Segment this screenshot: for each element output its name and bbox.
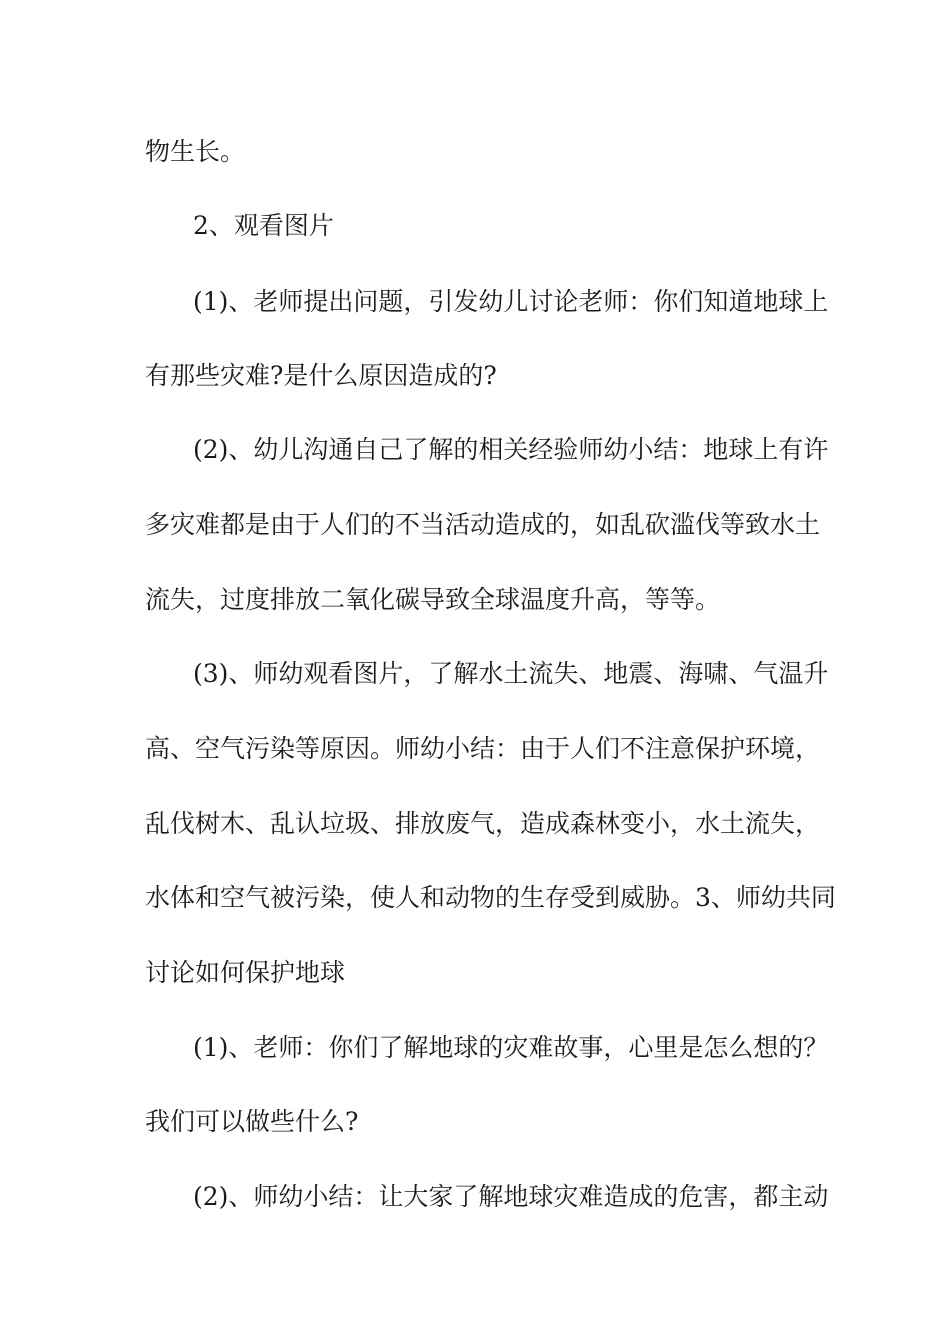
text-line-13: (1)、老师：你们了解地球的灾难故事，心里是怎么想的？ — [193, 1033, 829, 1062]
text-line-5: (2)、幼儿沟通自己了解的相关经验师幼小结：地球上有许 — [193, 435, 829, 464]
text-line-10: 乱伐树木、乱认垃圾、排放废气，造成森林变小，水土流失， — [145, 809, 821, 838]
text-line-4: 有那些灾难?是什么原因造成的? — [145, 361, 497, 390]
text-line-3: (1)、老师提出问题，引发幼儿讨论老师：你们知道地球上 — [193, 287, 829, 316]
text-line-7: 流失，过度排放二氧化碳导致全球温度升高，等等。 — [145, 585, 721, 614]
text-line-6: 多灾难都是由于人们的不当活动造成的，如乱砍滥伐等致水土 — [145, 510, 821, 539]
text-line-15: (2)、师幼小结：让大家了解地球灾难造成的危害，都主动 — [193, 1182, 829, 1211]
text-line-9: 高、空气污染等原因。师幼小结：由于人们不注意保护环境， — [145, 734, 821, 763]
section-heading: 2、观看图片 — [193, 211, 334, 240]
text-line-8: (3)、师幼观看图片，了解水土流失、地震、海啸、气温升 — [193, 659, 829, 688]
text-line-11: 水体和空气被污染，使人和动物的生存受到威胁。3、师幼共同 — [145, 883, 836, 912]
text-line-12: 讨论如何保护地球 — [145, 958, 346, 987]
text-line-14: 我们可以做些什么? — [145, 1107, 359, 1136]
text-line-1: 物生长。 — [145, 137, 246, 166]
